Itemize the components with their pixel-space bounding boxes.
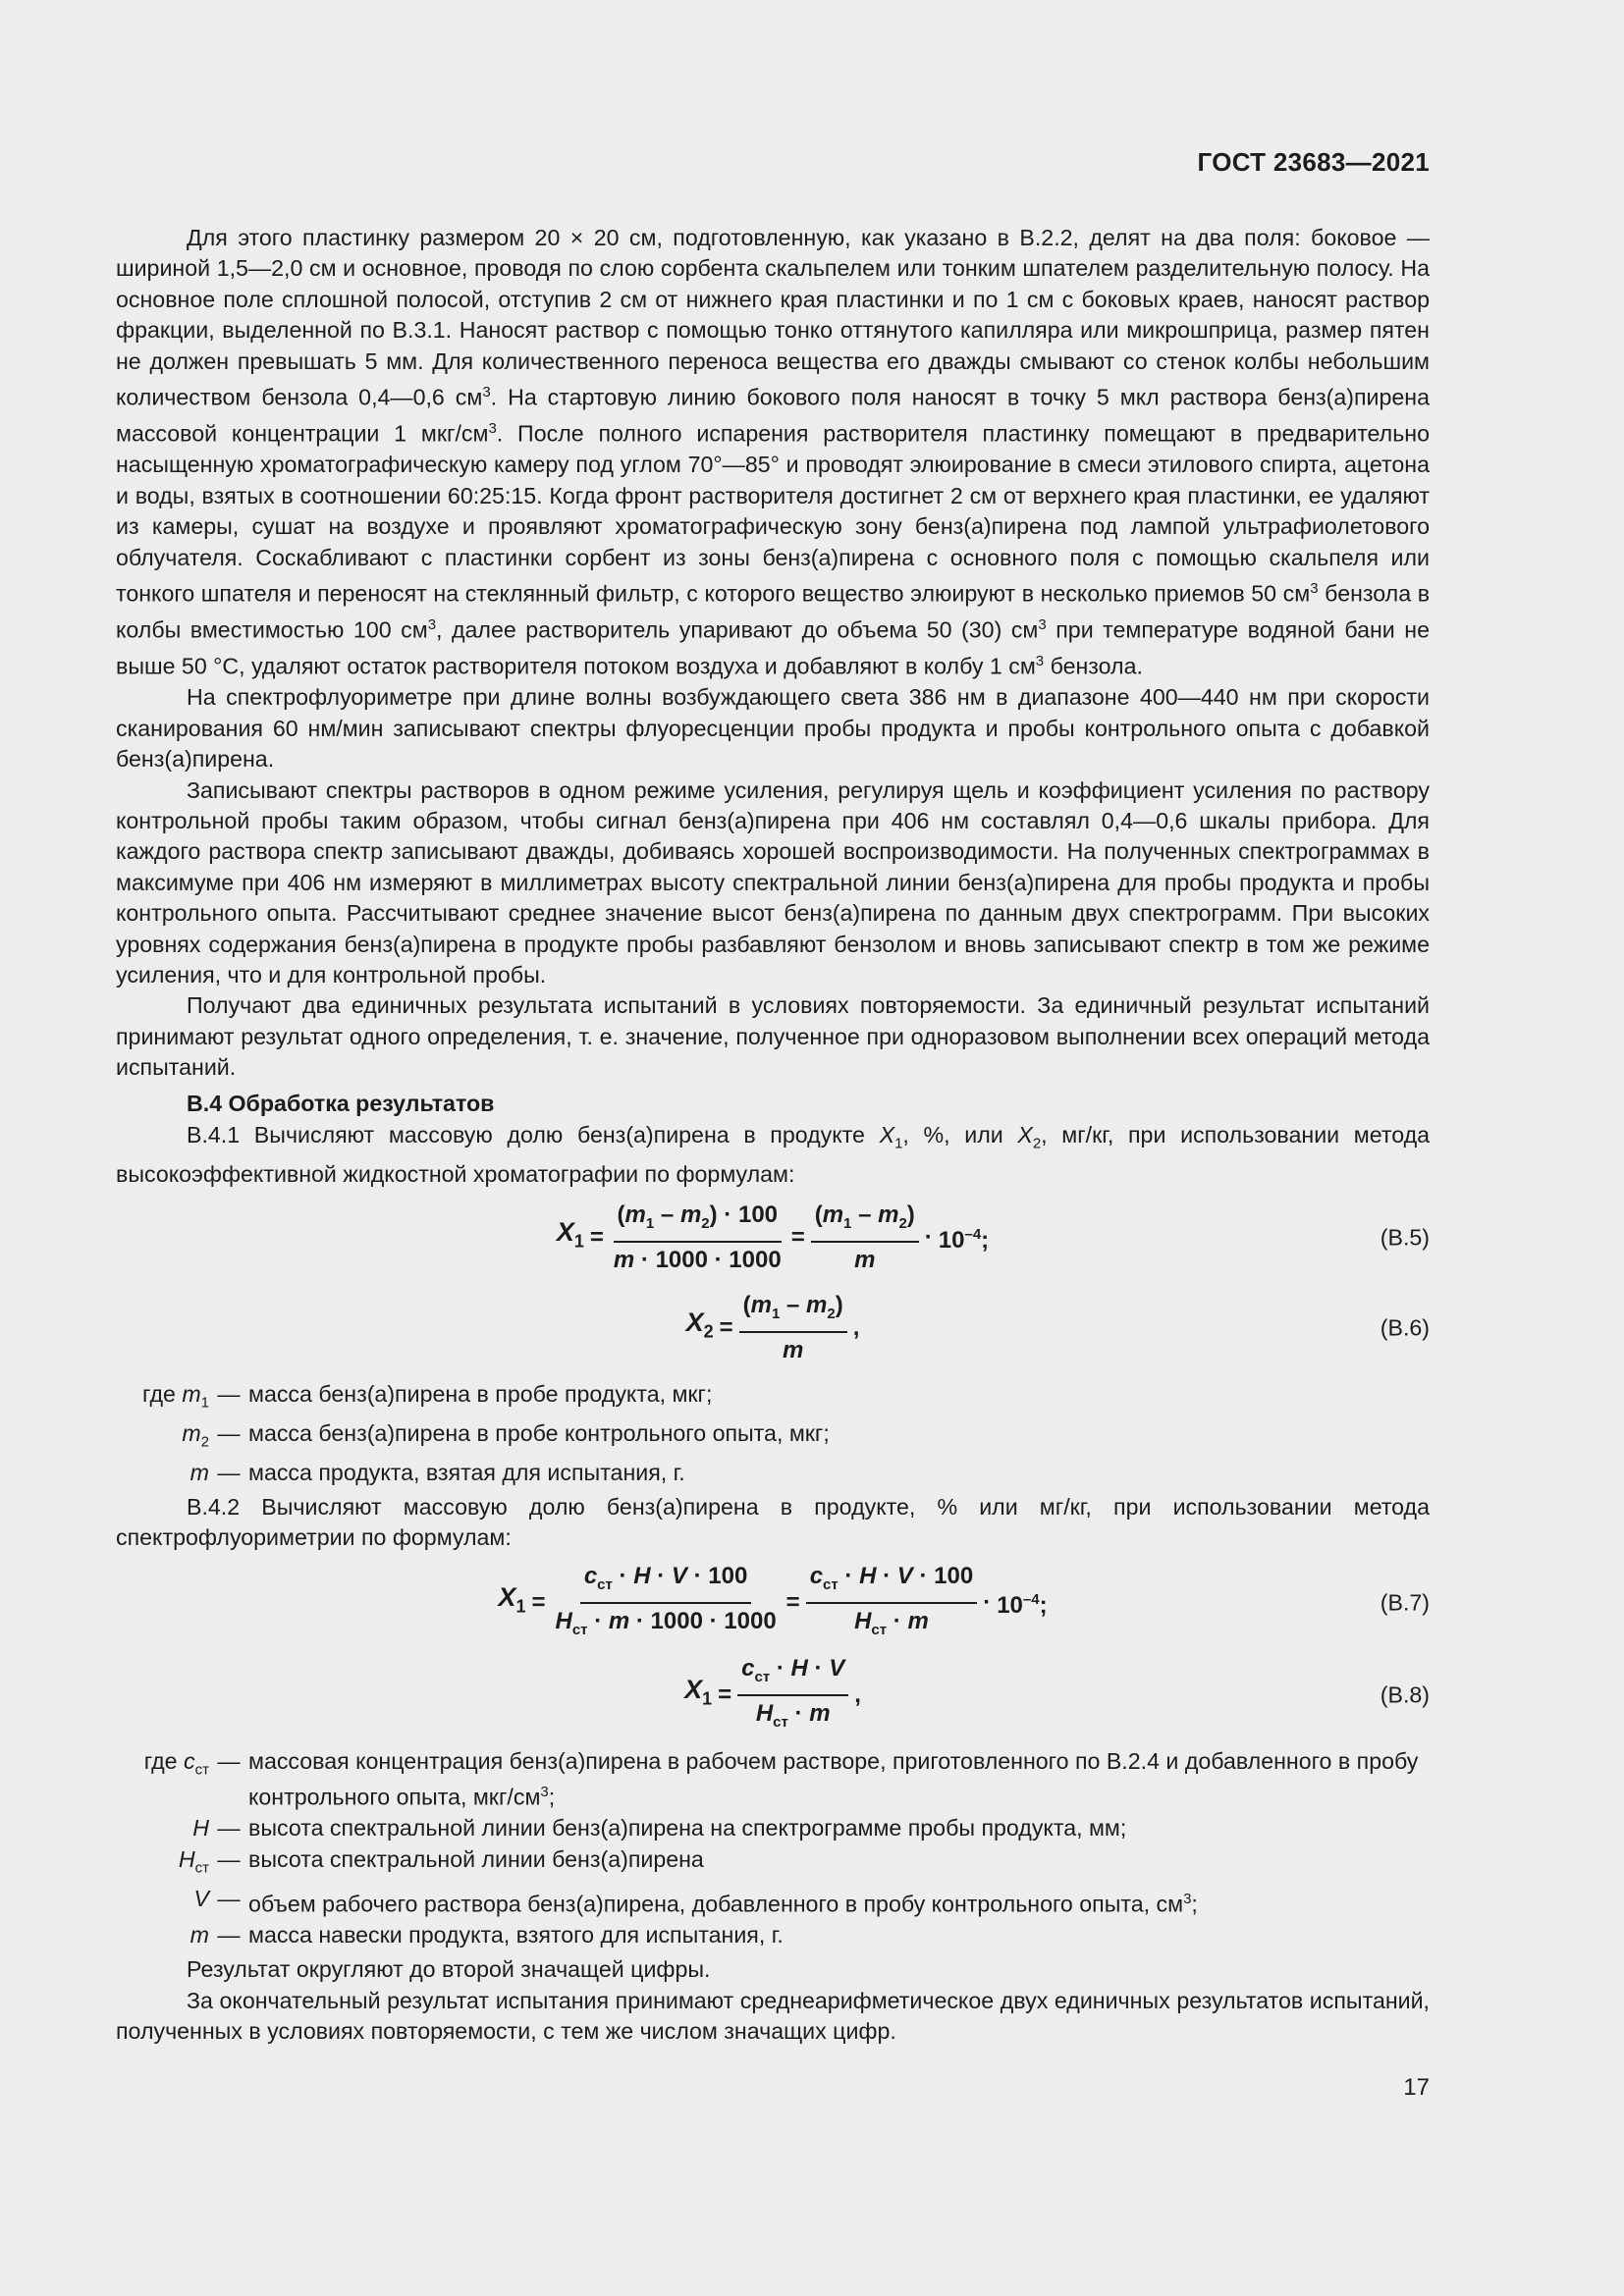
definition-m: m — масса продукта, взятая для испытания, г. (189, 1459, 685, 1485)
definition-m-sample: m — масса навески продукта, взятого для испытания, г. (189, 1921, 784, 1948)
formula-b8 (116, 1652, 1430, 1738)
page-number: 17 (1403, 2074, 1430, 2101)
equation-number-b5: (В.5) (1380, 1223, 1430, 1250)
section-heading-b4: В.4 Обработка результатов (187, 1090, 495, 1116)
definitions-list-2 (116, 1746, 1430, 1951)
formula-b5 (116, 1191, 1430, 1285)
definitions-list-1 (116, 1379, 1430, 1489)
paragraph-procedure: Для этого пластинку размером 20 × 20 см, подготовленную, как указано в В.2.2, делят на два поля: боковое — шириной 1,5—2,0 см и основное, проводя по слою сорбента скальпелем или тонким шпателем разделительную полосу. На основное поле сплошной полосой, отступив 2 см от нижнего края пластинки и по 1 см с боковых краев, наносят раствор фракции, выделенной по В.3.1. Наносят раствор с помощью тонко оттянутого капилляра или микрошприца, размер пятен не должен превышать 5 мм. Для количественного переноса вещества его дважды смывают со стенок колбы небольшим количеством бензола 0,4—0,6 $см^3$. На стартовую линию бокового поля наносят в точку 5 мкл раствора бенз(а)пирена массовой концентрации 1 мкг/$см^3$. После полного испарения растворителя пластинку помещают в предварительно насыщенную хроматографическую камеру под углом 70°—85° и проводят элюирование в смеси этилового спирта, ацетона и воды, взятых в соотношении 60:25:15. Когда фронт растворителя достигнет 2 см от верхнего края пластинки, ее удаляют из камеры, сушат на воздухе и проявляют хроматографическую зону бенз(а)пирена под лампой ультрафиолетового облучателя. Соскабливают с пластинки сорбент из зоны бенз(а)пирена с основного поля с помощью скальпеля или тонкого шпателя и переносят на стеклянный фильтр, с которого вещество элюируют в несколько приемов 50 $см^3$ бензола в колбы вместимостью 100 $см^3$, далее растворитель упаривают до объема 50 (30) $см^3$ при температуре водяной бани не выше 50 °С, удаляют остаток растворителя потоком воздуха и добавляют в колбу 1 $см^3$ бензола. (116, 225, 1431, 679)
definition-m2: $m_2$ — масса бенз(а)пирена в пробе контрольного опыта, мкг; (182, 1419, 830, 1451)
paragraph-final-result: За окончательный результат испытания принимают среднеарифметическое двух единичных результатов испытаний, полученных в условиях повторяемости, с тем же числом значащих цифр. (116, 1987, 1430, 2045)
document-body (116, 223, 1430, 2048)
formula-b7-expression: $X_1$ = $\frac{c_{ст} \cdot H \cdot V \cdot 100}{H_{ст} \cdot m \cdot 1000 \cdot 1000}$ = $\frac{c_{ст} \cdot H \cdot V \cdot 100}{H_{ст} \cdot m}$ · $10^{-4}$; (498, 1562, 1048, 1638)
definition-h: H — высота спектральной линии бенз(а)пирена на спектрограмме пробы продукта, мм; (192, 1815, 1127, 1842)
definition-m1: где $m_1$ — масса бенз(а)пирена в пробе продукта, мкг; (142, 1380, 713, 1412)
paragraph-spectra-recording: Записывают спектры растворов в одном режиме усиления, регулируя щель и коэффициент усиления по раствору контрольной пробы таким образом, чтобы сигнал бенз(а)пирена при 406 нм составлял 0,4—0,6 шкалы прибора. Для каждого раствора спектр записывают дважды, добиваясь хорошей воспроизводимости. На полученных спектрограммах в максимуме при 406 нм измеряют в миллиметрах высоту спектральной линии бенз(а)пирена для пробы продукта и пробы контрольного опыта. Рассчитывают среднее значение высот бенз(а)пирена по данным двух спектрограмм. При высоких уровнях содержания бенз(а)пирена в продукте пробы разбавляют бензолом и вновь записывают спектр в том же режиме усиления, что и для контрольной пробы. (116, 776, 1430, 988)
paragraph-rounding: Результат округляют до второй значащей цифры. (187, 1956, 711, 1983)
definition-v: V — объем рабочего раствора бенз(а)пирена, добавленного в пробу контрольного опыта, $см^3$; (193, 1885, 1198, 1917)
paragraph-spectrofluorimeter: На спектрофлуориметре при длине волны возбуждающего света 386 нм в диапазоне 400—440 нм при скорости сканирования 60 нм/мин записывают спектры флуоресценции пробы продукта и пробы контрольного опыта с добавкой бенз(а)пирена. (116, 684, 1430, 773)
definition-h-st: $H_{ст}$ — высота спектральной линии бенз(а)пирена (178, 1845, 704, 1877)
paragraph-repeatability: Получают два единичных результата испытаний в условиях повторяемости. За единичный результат испытаний принимают результат одного определения, т. е. значение, полученное при одноразовом выполнении всех операций метода испытаний. (116, 992, 1430, 1081)
equation-number-b6: (В.6) (1380, 1313, 1430, 1340)
formula-b8-expression: $X_1$ = $\frac{c_{ст} \cdot H \cdot V}{H_{ст} \cdot m}$ , (684, 1654, 861, 1731)
formula-b6-expression: $X_2$ = $\frac{(m_1 - m_2)}{m}$ , (685, 1291, 860, 1363)
formula-b7 (116, 1554, 1430, 1652)
formula-b6 (116, 1285, 1430, 1371)
equation-number-b8: (В.8) (1380, 1682, 1430, 1708)
equation-number-b7: (В.7) (1380, 1589, 1430, 1616)
paragraph-b41: В.4.1 Вычисляют массовую долю бенз(а)пирена в продукте $X_1$, %, или $X_2$, мг/кг, при использовании метода высокоэффективной жидкостной хроматографии по формулам: (116, 1122, 1431, 1188)
standard-header: ГОСТ 23683—2021 (1197, 147, 1430, 177)
definition-c-st: где $c_{ст}$ — массовая концентрация бенз(а)пирена в рабочем растворе, приготовленного по В.2.4 и добавленного в пробу контрольного опыта, мкг/$см^3$; (143, 1747, 1419, 1810)
formula-b5-expression: $X_1$ = $\frac{(m_1 - m_2) \cdot 100}{m \cdot 1000 \cdot 1000}$ = $\frac{(m_1 - m_2)}{m}$ · $10^{-4}$; (556, 1201, 990, 1273)
paragraph-b42: В.4.2 Вычисляют массовую долю бенз(а)пирена в продукте, % или мг/кг, при использовании метода спектрофлуориметрии по формулам: (116, 1494, 1430, 1551)
